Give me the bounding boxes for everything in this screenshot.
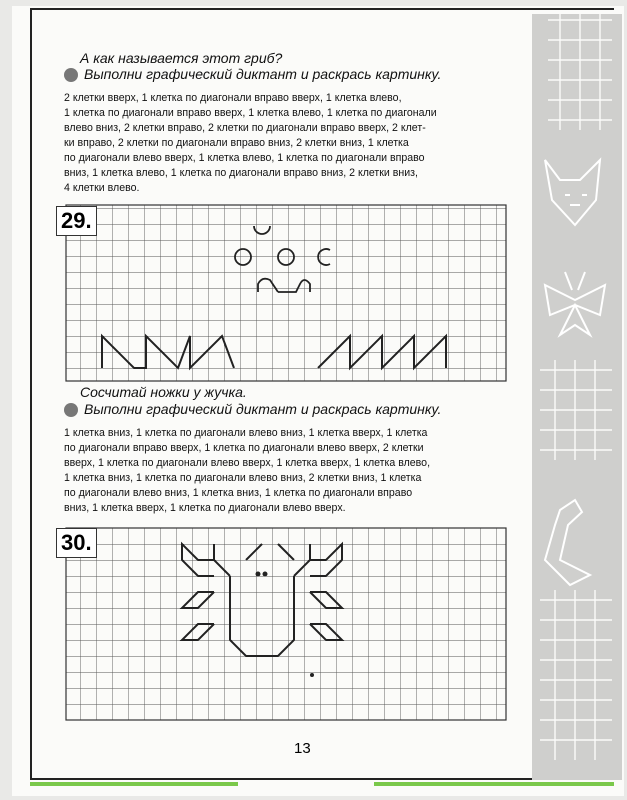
dictation-line: по диагонали влево вверх, 1 клетка влево, 1 клетка по диагонали вправо	[64, 152, 425, 164]
exercise30-number: 30.	[56, 528, 97, 558]
dictation-line: влево вниз, 2 клетки вправо, 2 клетки по диагонали вправо вверх, 2 клет-	[64, 122, 426, 134]
dictation-line: вниз, 1 клетка вверх, 1 клетка по диагонали влево вверх.	[64, 502, 346, 514]
dictation-line: 1 клетка вниз, 1 клетка по диагонали влево вниз, 2 клетки вниз, 1 клетка	[64, 472, 422, 484]
exercise29-number: 29.	[56, 206, 97, 236]
exercise30-instruction: Выполни графический диктант и раскрась картинку.	[84, 401, 442, 417]
exercise29-instruction: Выполни графический диктант и раскрась картинку.	[84, 66, 442, 82]
dictation-line: ки вправо, 2 клетки по диагонали вправо вниз, 2 клетки вниз, 1 клетка	[64, 137, 409, 149]
footer-accent-left	[30, 782, 238, 786]
dictation-line: по диагонали влево вниз, 1 клетка вниз, 1 клетка по диагонали вправо	[64, 487, 413, 499]
dictation-line: 4 клетки влево.	[64, 182, 140, 194]
dictation-line: 2 клетки вверх, 1 клетка по диагонали вправо вверх, 1 клетка влево,	[64, 92, 402, 104]
dictation-line: по диагонали вправо вверх, 1 клетка по диагонали влево вверх, 2 клетки	[64, 442, 424, 454]
dictation-line: 1 клетка вниз, 1 клетка по диагонали влево вниз, 1 клетка вверх, 1 клетка	[64, 427, 428, 439]
page-number: 13	[294, 740, 311, 757]
dictation-line: вверх, 1 клетка по диагонали влево вверх, 1 клетка вверх, 1 клетка влево,	[64, 457, 431, 469]
dictation-line: вниз, 1 клетка влево, 1 клетка по диагонали вправо вниз, 2 клетки вниз,	[64, 167, 418, 179]
exercise29-title: А как называется этот гриб?	[80, 50, 283, 66]
footer-accent-right	[374, 782, 614, 786]
exercise30-title: Сосчитай ножки у жучка.	[80, 384, 247, 400]
dictation-line: 1 клетка по диагонали вправо вверх, 1 клетка влево, 1 клетка по диагонали	[64, 107, 437, 119]
